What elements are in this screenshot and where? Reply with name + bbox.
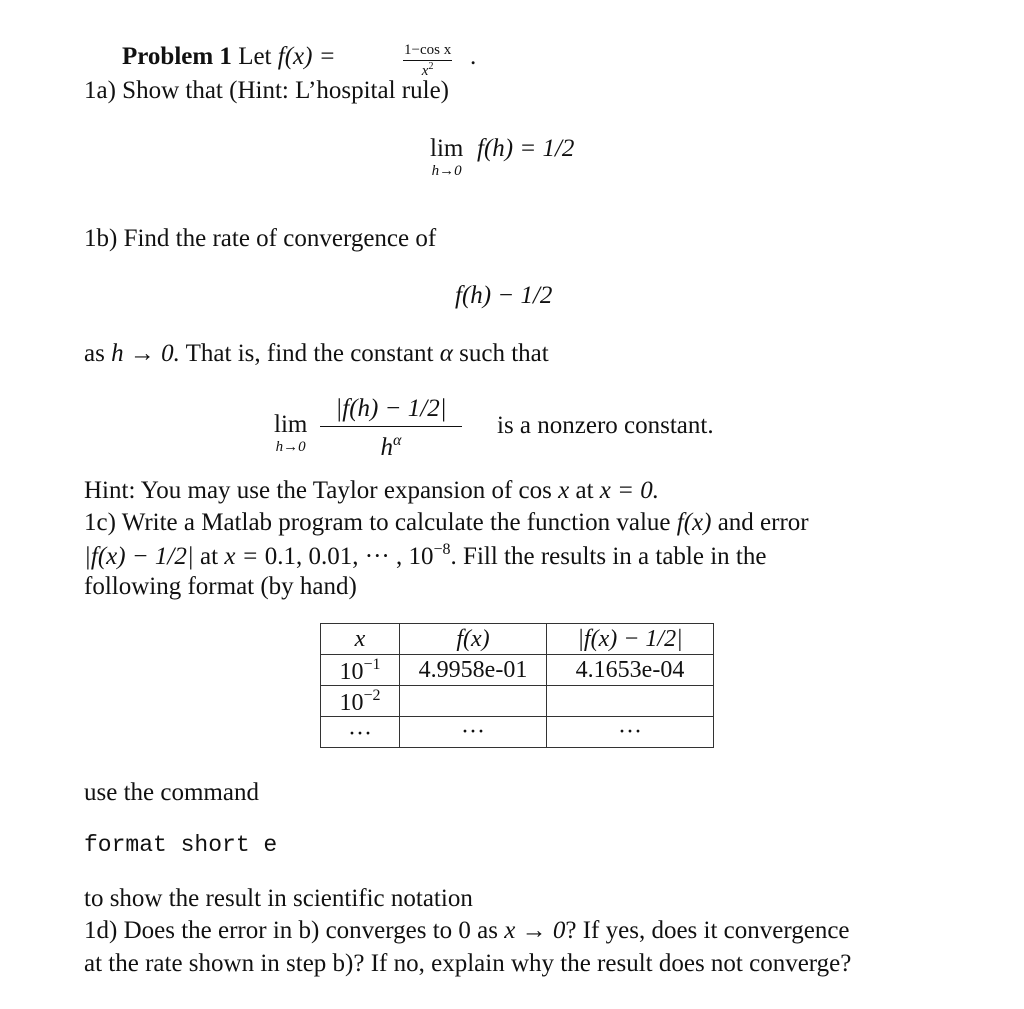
rate-fraction xyxy=(320,396,462,460)
part-1d-line-1: 1d) Does the error in b) converges to 0 as x → 0? If yes, does it convergence xyxy=(84,917,850,944)
header-error: |f(x) − 1/2| xyxy=(547,624,714,655)
header-x: x xyxy=(321,624,400,655)
table-row xyxy=(321,717,714,748)
cell-x: $10^{-2}$ xyxy=(321,686,400,717)
command-after: to show the result in scientific notation xyxy=(84,885,473,912)
part-1c-line-2: |f(x) − 1/2| at x = 0.1, 0.01, ··· , $10^{-8}$. Fill the results in a table in the xyxy=(84,541,767,570)
h-to-zero: h → 0. xyxy=(111,340,180,367)
table-header-row xyxy=(321,624,714,655)
title-period: . xyxy=(470,43,477,70)
part-1c-line-3: following format (by hand) xyxy=(84,573,357,600)
cell-error: ··· xyxy=(547,717,714,748)
command-intro: use the command xyxy=(84,779,259,806)
rate-fraction-denominator: $h^\alpha$ xyxy=(380,432,402,461)
limit-1a xyxy=(430,136,463,179)
part-1b-text: 1b) Find the rate of convergence of xyxy=(84,225,437,252)
title-fraction-numerator: 1−cos x xyxy=(404,42,452,58)
cell-error: 4.1653e-04 xyxy=(547,655,714,686)
part-1c-line-1: 1c) Write a Matlab program to calculate the function value f(x) and error xyxy=(84,509,809,536)
problem-label: Problem 1 xyxy=(122,43,232,70)
title-fraction-denominator: $x^2$ xyxy=(421,61,434,79)
nonzero-constant-text: is a nonzero constant. xyxy=(497,412,714,439)
part-1a-text: 1a) Show that (Hint: L’hospital rule) xyxy=(84,77,449,104)
header-fx: f(x) xyxy=(400,624,547,655)
cell-fx xyxy=(400,686,547,717)
let-text: Let xyxy=(238,43,272,70)
table-row xyxy=(321,655,714,686)
cell-x: $10^{-1}$ xyxy=(321,655,400,686)
cell-error xyxy=(547,686,714,717)
cell-fx: ··· xyxy=(400,717,547,748)
limit-word: lim xyxy=(430,135,464,162)
part-1b-expression: f(h) − 1/2 xyxy=(455,282,553,309)
limit-subscript: h→0 xyxy=(275,439,306,455)
function-definition: f(x) = xyxy=(277,43,336,70)
rate-fraction-numerator: |f(h) − 1/2| xyxy=(335,395,447,422)
results-table xyxy=(320,623,714,748)
limit-1a-expression: f(h) = 1/2 xyxy=(477,135,575,162)
hint-text: Hint: You may use the Taylor expansion of cos x at x = 0. xyxy=(84,477,660,504)
problem-title xyxy=(122,44,336,69)
cell-fx: 4.9958e-01 xyxy=(400,655,547,686)
title-fraction xyxy=(403,43,452,79)
table-row xyxy=(321,686,714,717)
part-1d-line-2: at the rate shown in step b)? If no, explain why the result does not converge? xyxy=(84,950,852,977)
limit-1b xyxy=(274,412,307,455)
cell-x: ··· xyxy=(321,717,400,748)
command-code: format short e xyxy=(84,832,278,858)
alpha-symbol: α xyxy=(439,340,453,367)
limit-word: lim xyxy=(274,411,308,438)
part-1b-condition-line: as h → 0. That is, find the constant α such that xyxy=(84,340,549,367)
limit-subscript: h→0 xyxy=(431,163,462,179)
